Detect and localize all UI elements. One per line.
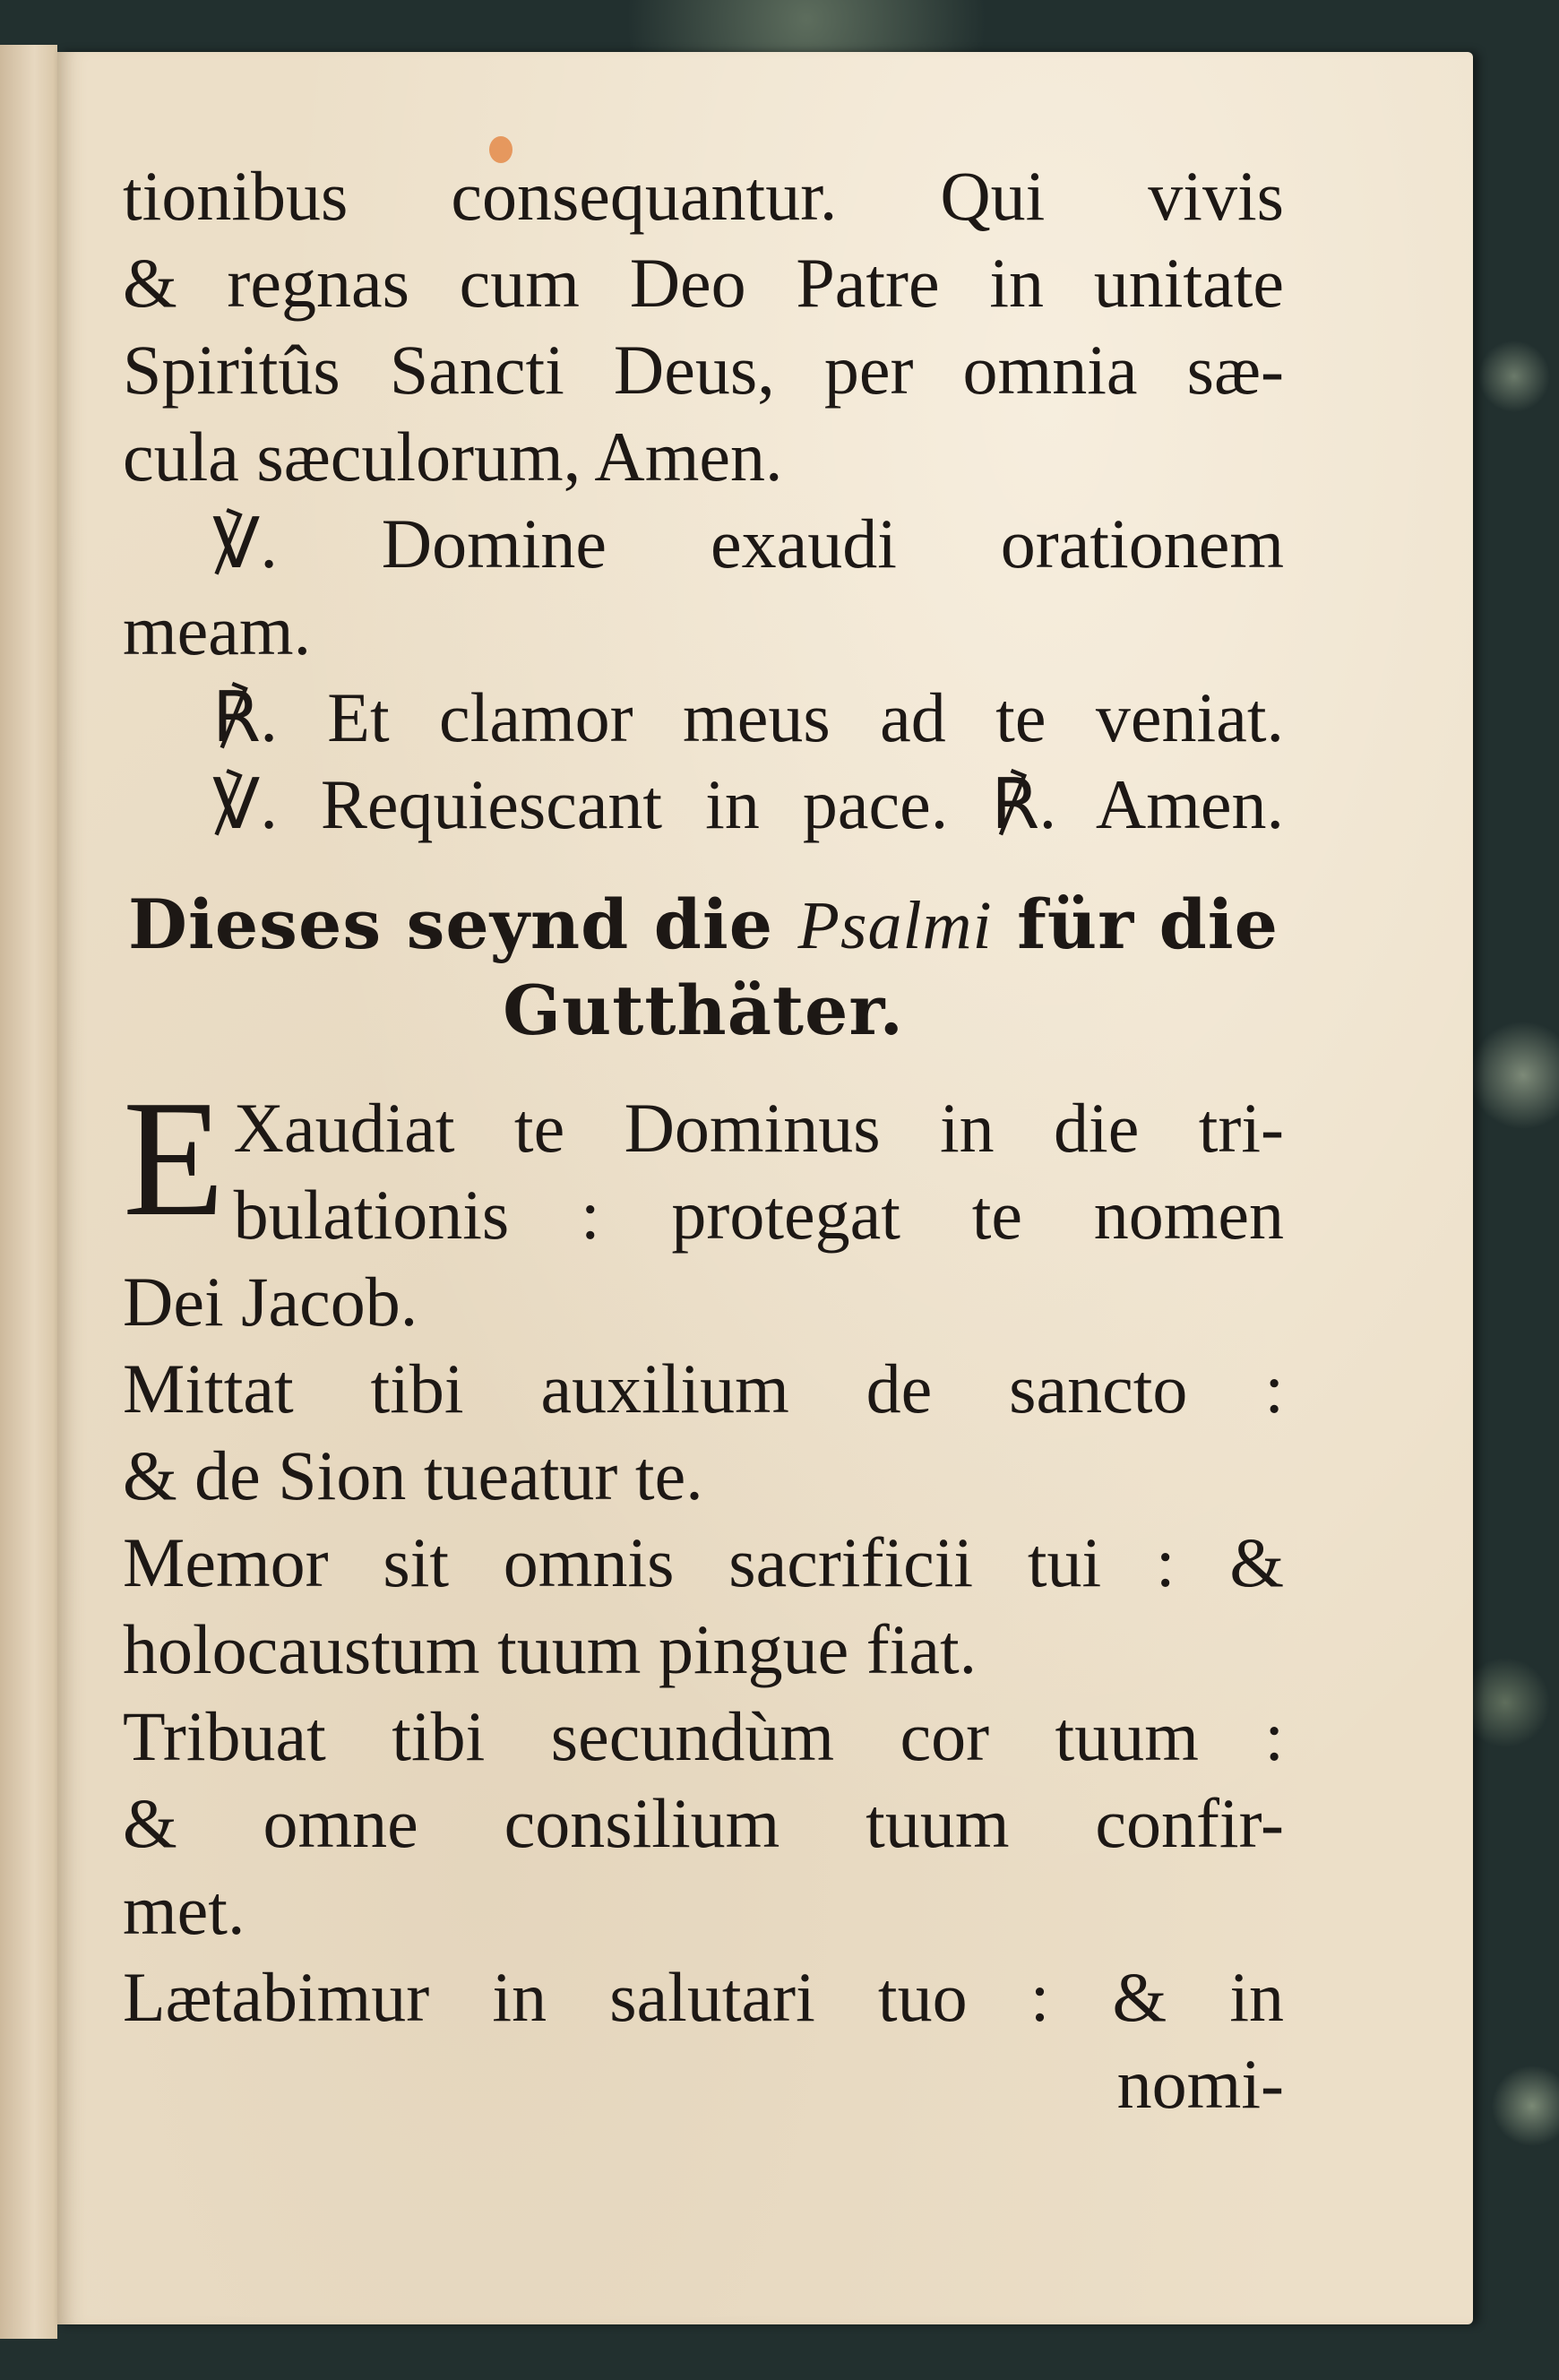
- verse-line: Memor sit omnis sacrificii tui : &: [123, 1523, 1284, 1601]
- text-line: & de Sion tueatur te.: [123, 1436, 703, 1514]
- psalm-text: [123, 1066, 1284, 2127]
- text-line: Dei Jacob.: [123, 1263, 418, 1341]
- text-line: Spiritûs Sancti Deus, per omnia sæ-: [123, 331, 1284, 409]
- catchword: nomi-: [1116, 2045, 1284, 2123]
- heading-line-1: [123, 882, 1284, 968]
- heading-text: für die: [992, 884, 1279, 964]
- verse-line: Lætabimur in salutari tuo : & in: [123, 1958, 1284, 2036]
- facing-page-edge: [0, 45, 57, 2339]
- text-line: meam.: [123, 591, 312, 669]
- drop-cap-initial: E: [123, 1066, 225, 1251]
- heading-text: Dieses seynd die: [128, 884, 798, 964]
- heading-line-2: Gutthäter.: [503, 970, 904, 1050]
- section-heading: [123, 882, 1284, 1054]
- text-line: bulationis : protegat te nomen: [233, 1176, 1284, 1254]
- text-line: cula sæculorum, Amen.: [123, 418, 783, 496]
- page-text: [123, 152, 1284, 2127]
- response-line: ℟. Et clamor meus ad te veniat.: [212, 678, 1284, 756]
- text-line: met.: [123, 1871, 245, 1949]
- versicle-line: ℣. Requiescant in pace. ℟. Amen.: [212, 765, 1284, 843]
- verse-line: Mittat tibi auxilium de sancto :: [123, 1350, 1284, 1427]
- verse-line: Tribuat tibi secundùm cor tuum :: [123, 1697, 1284, 1775]
- text-line: Xaudiat te Dominus in die tri-: [233, 1089, 1284, 1167]
- text-line: tionibus consequantur. Qui vivis: [123, 157, 1284, 235]
- versicle-line: ℣. Domine exaudi orationem: [212, 504, 1284, 582]
- heading-italic: Psalmi: [797, 888, 993, 963]
- text-line: & omne consilium tuum confir-: [123, 1784, 1284, 1862]
- text-line: & regnas cum Deo Patre in unitate: [123, 244, 1284, 322]
- text-line: holocaustum tuum pingue fiat.: [123, 1610, 978, 1688]
